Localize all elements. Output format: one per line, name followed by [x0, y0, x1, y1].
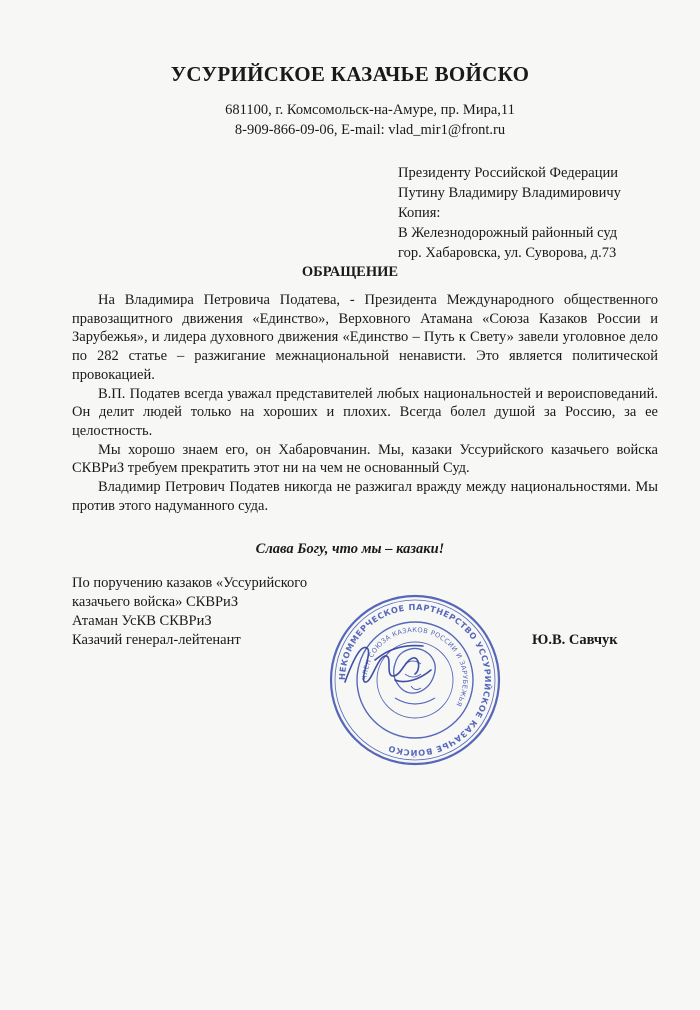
- organization-address: 681100, г. Комсомольск-на-Амуре, пр. Мира,11: [225, 102, 515, 118]
- body-paragraph: На Владимира Петровича Податева, - Президента Международного общественного правозащитного движения «Единство», Верховного Атамана «Союза Казаков России и Зарубежья», и лидера духовного движения «Единство – Путь к Свету» завели уголовное дело по 282 статье – разжигание межнациональной ненависти. Это является политической провокацией.: [72, 292, 658, 383]
- recipient-line: В Железнодорожный районный суд: [398, 225, 618, 241]
- slogan: Слава Богу, что мы – казаки!: [255, 541, 445, 557]
- stamp-inner-text: ЧЛЕН СОЮЗА КАЗАКОВ РОССИИ И ЗАРУБЕЖЬЯ: [360, 625, 470, 709]
- signer-name: Ю.В. Савчук: [532, 632, 618, 648]
- organization-contacts: 8-909-866-09-06, E-mail: vlad_mir1@front.ru: [234, 122, 506, 138]
- handwritten-signature-icon: [335, 630, 445, 700]
- document-heading: ОБРАЩЕНИЕ: [301, 264, 399, 280]
- signature-line: Казачий генерал-лейтенант: [72, 632, 241, 648]
- body-paragraph: Мы хорошо знаем его, он Хабаровчанин. Мы, казаки Уссурийского казачьего войска СКВРиЗ требуем прекратить этот ни на чем не основанный Суд.: [72, 441, 658, 477]
- recipient-line: Копия:: [398, 205, 441, 221]
- recipient-block: [398, 163, 621, 263]
- signature-line: казачьего войска» СКВРиЗ: [72, 594, 239, 610]
- recipient-line: Путину Владимиру Владимировичу: [398, 185, 621, 201]
- stamp-ring-text: НЕКОММЕРЧЕСКОЕ ПАРТНЕРСТВО УССУРИЙСКОЕ КАЗАЧЬЕ ВОЙСКО: [336, 601, 494, 759]
- body-paragraph: В.П. Податев всегда уважал представителей любых национальностей и вероисповеданий. Он делит людей только на хороших и плохих. Всегда болел душой за Россию, за ее целостность.: [72, 385, 658, 439]
- recipient-line: Президенту Российской Федерации: [398, 165, 618, 181]
- recipient-line: гор. Хабаровска, ул. Суворова, д.73: [398, 245, 617, 261]
- signature-block: [72, 574, 307, 650]
- organization-title: УСУРИЙСКОЕ КАЗАЧЬЕ ВОЙСКО: [170, 62, 530, 86]
- signature-line: Атаман УсКВ СКВРиЗ: [72, 613, 212, 629]
- body-paragraph: Владимир Петрович Податев никогда не разжигал вражду между национальностями. Мы против этого надуманного суда.: [72, 479, 658, 514]
- signature-line: По поручению казаков «Уссурийского: [72, 575, 308, 591]
- letter-body: [72, 291, 658, 515]
